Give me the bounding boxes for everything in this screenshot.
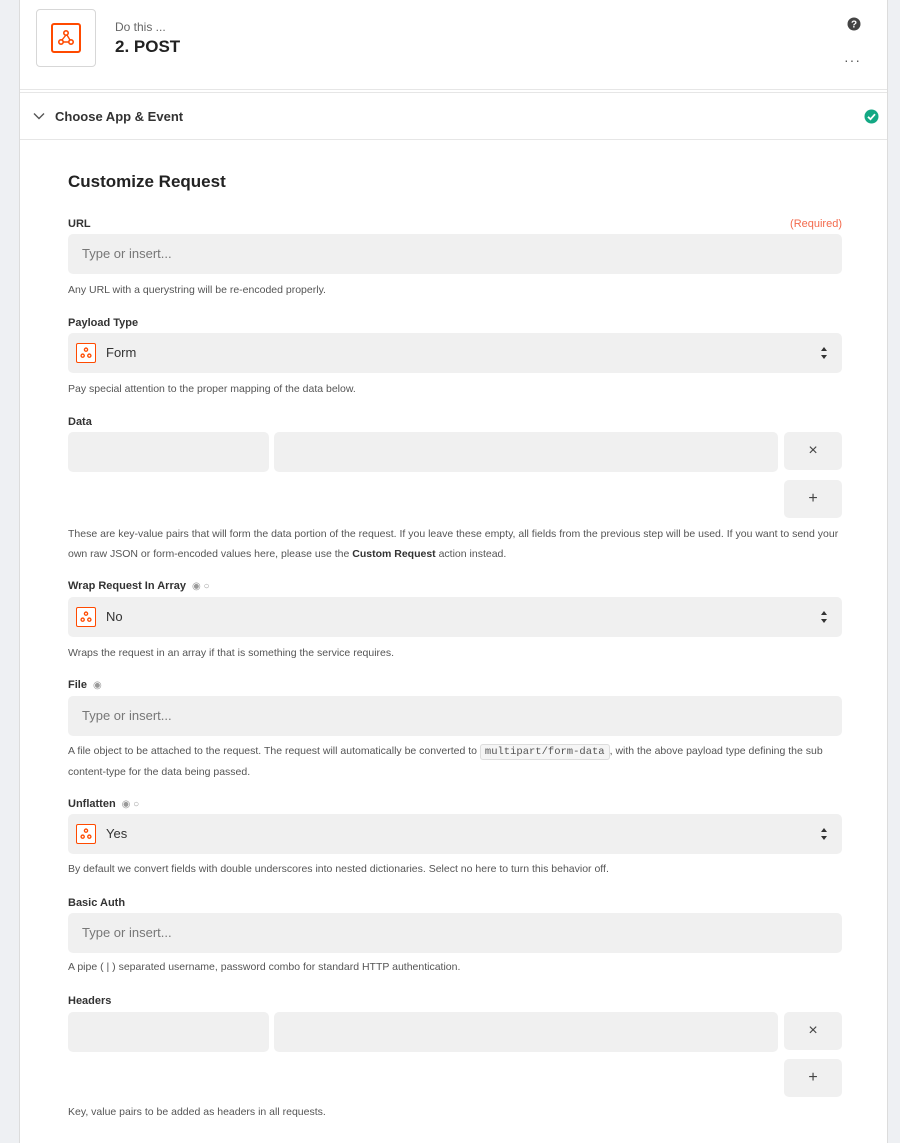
data-key-input[interactable] (68, 432, 269, 472)
data-label: Data (68, 416, 92, 428)
wrap-request-help: Wraps the request in an array if that is something the service requires. (68, 647, 395, 659)
unflatten-value: Yes (106, 826, 128, 841)
url-input[interactable] (68, 234, 842, 274)
svg-text:?: ? (850, 19, 858, 31)
headers-label: Headers (68, 995, 112, 1007)
data-help (68, 524, 842, 564)
headers-remove-button[interactable]: × (784, 1012, 842, 1050)
form-heading: Customize Request (68, 172, 226, 191)
wrap-request-label-text: Wrap Request In Array (68, 580, 186, 592)
step-header[interactable] (20, 0, 887, 90)
file-input[interactable] (68, 696, 842, 736)
file-help (68, 741, 842, 782)
data-remove-button[interactable]: × (784, 432, 842, 470)
info-icon: ◉ (92, 680, 102, 691)
up-down-icon (820, 826, 828, 842)
app-icon (36, 9, 96, 67)
choose-app-event-section[interactable] (20, 92, 887, 140)
step-card (19, 0, 888, 1143)
data-help-text: These are key-value pairs that will form the data portion of the request. If you leave these empty, all fields from the previous step will be used. If you want to send your own raw JSON or form-encoded values here, please use the (68, 528, 839, 560)
data-help-text-end: action instead. (438, 548, 507, 560)
check-circle-icon (864, 109, 879, 124)
webhook-icon (51, 23, 81, 53)
headers-value-input[interactable] (274, 1012, 778, 1052)
chevron-down-icon[interactable] (32, 109, 46, 123)
headers-help: Key, value pairs to be added as headers in all requests. (68, 1106, 326, 1118)
file-help-text: A file object to be attached to the request. The request will automatically be converted to (68, 745, 477, 757)
help-icon[interactable] (847, 17, 861, 31)
basic-auth-input[interactable] (68, 913, 842, 953)
unflatten-help: By default we convert fields with double underscores into nested dictionaries. Select no here to turn this behavior off. (68, 863, 609, 875)
payload-type-select[interactable] (68, 333, 842, 373)
custom-request-link: Custom Request (352, 548, 436, 560)
step-subtitle: Do this ... (115, 20, 166, 34)
payload-type-label: Payload Type (68, 317, 139, 329)
file-label (68, 679, 102, 691)
webhook-icon (76, 824, 96, 844)
payload-type-value: Form (106, 345, 137, 360)
wrap-request-select[interactable] (68, 597, 842, 637)
url-label: URL (68, 218, 91, 230)
info-icon: ◉ ○ (121, 799, 140, 810)
headers-key-input[interactable] (68, 1012, 269, 1052)
step-title[interactable]: 2. POST (115, 37, 181, 56)
file-placeholder: Type or insert... (82, 708, 172, 723)
unflatten-label (68, 798, 139, 810)
unflatten-label-text: Unflatten (68, 798, 116, 810)
up-down-icon (820, 345, 828, 361)
url-placeholder: Type or insert... (82, 246, 172, 261)
data-value-input[interactable] (274, 432, 778, 472)
file-help-text-end: , with the above payload type defining the sub content-type for the data being passed. (68, 745, 823, 778)
payload-type-help: Pay special attention to the proper mapping of the data below. (68, 383, 356, 395)
unflatten-select[interactable] (68, 814, 842, 854)
data-add-button[interactable]: + (784, 480, 842, 518)
up-down-icon (820, 609, 828, 625)
info-icon: ◉ ○ (191, 581, 210, 592)
section-label: Choose App & Event (55, 109, 184, 124)
webhook-icon (76, 607, 96, 627)
headers-add-button[interactable]: + (784, 1059, 842, 1097)
required-badge: (Required) (790, 218, 842, 230)
multipart-code: multipart/form-data (480, 744, 610, 760)
wrap-request-label (68, 580, 210, 592)
basic-auth-label: Basic Auth (68, 897, 126, 909)
basic-auth-help: A pipe ( | ) separated username, password combo for standard HTTP authentication. (68, 961, 461, 973)
webhook-icon (76, 343, 96, 363)
wrap-request-value: No (106, 609, 123, 624)
basic-auth-placeholder: Type or insert... (82, 925, 172, 940)
more-icon[interactable]: ··· (844, 52, 861, 68)
file-label-text: File (68, 679, 87, 691)
url-help: Any URL with a querystring will be re-encoded properly. (68, 284, 326, 296)
